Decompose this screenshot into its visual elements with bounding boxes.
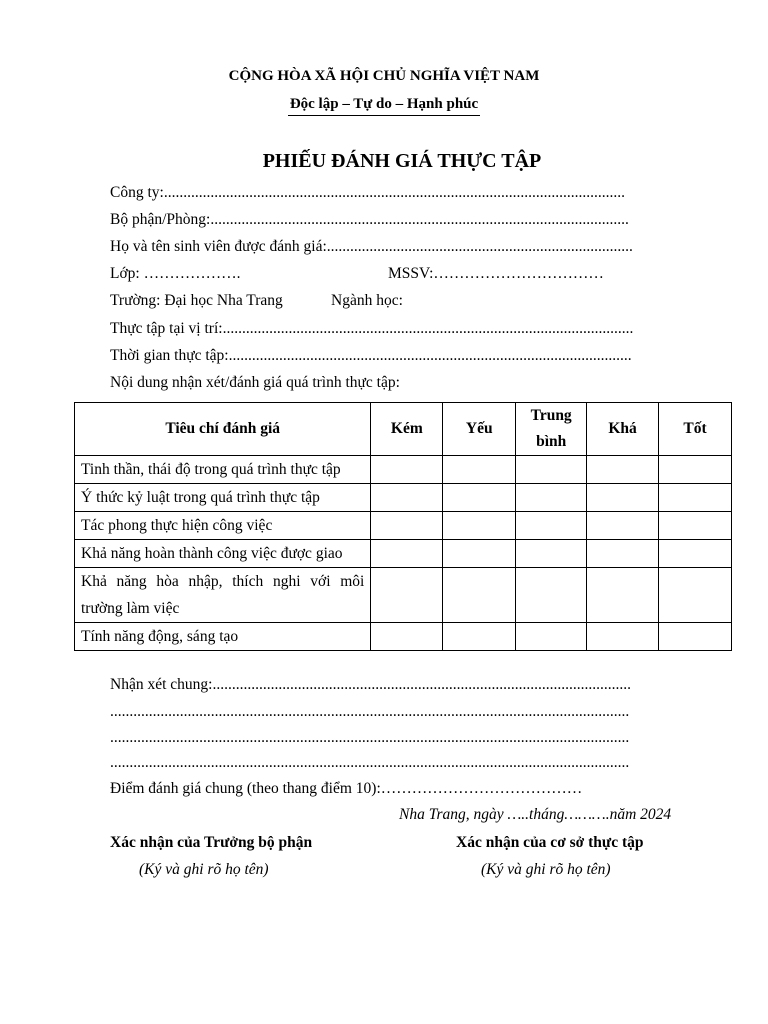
motto: [0, 96, 768, 113]
rating-cell[interactable]: [516, 484, 587, 512]
rating-cell[interactable]: [443, 456, 516, 484]
rating-cell[interactable]: [516, 512, 587, 540]
rating-cell[interactable]: [443, 568, 516, 623]
national-title: CỘNG HÒA XÃ HỘI CHỦ NGHĨA VIỆT NAM: [228, 68, 540, 84]
form-title: PHIẾU ĐÁNH GIÁ THỰC TẬP: [262, 150, 542, 172]
criteria-header: Tiêu chí đánh giá: [75, 403, 371, 456]
rating-cell[interactable]: [371, 512, 443, 540]
table-row: [75, 623, 732, 651]
rating-cell[interactable]: [659, 568, 732, 623]
rating-cell[interactable]: [587, 484, 659, 512]
school-field: Trường: Đại học Nha Trang: [110, 292, 283, 309]
excellent-header: Tốt: [659, 403, 732, 456]
table-row: [75, 540, 732, 568]
rating-cell[interactable]: [443, 484, 516, 512]
rating-cell[interactable]: [371, 540, 443, 568]
left-signature-title: Xác nhận của Trưởng bộ phận: [110, 834, 313, 851]
department-field: Bộ phận/Phòng:............................................................................................................: [110, 211, 629, 228]
rating-cell[interactable]: [443, 540, 516, 568]
position-field: Thực tập tại vị trí:..........................................................................................................: [110, 320, 634, 337]
rating-cell[interactable]: [371, 568, 443, 623]
rating-cell[interactable]: [659, 540, 732, 568]
rating-cell[interactable]: [587, 512, 659, 540]
table-row: [75, 568, 732, 623]
table-row: [75, 456, 732, 484]
rating-cell[interactable]: [371, 456, 443, 484]
content-label: Nội dung nhận xét/đánh giá quá trình thực tập:: [110, 374, 400, 391]
left-signature-note: (Ký và ghi rõ họ tên): [139, 861, 269, 878]
comment-line: ......................................................................................................................................: [110, 754, 630, 771]
criteria-cell: Tinh thần, thái độ trong quá trình thực tập: [75, 456, 371, 484]
rating-cell[interactable]: [516, 623, 587, 651]
table-row: [75, 512, 732, 540]
rating-cell[interactable]: [516, 456, 587, 484]
rating-cell[interactable]: [587, 623, 659, 651]
criteria-cell: Tính năng động, sáng tạo: [75, 623, 371, 651]
average-header: Trung bình: [516, 403, 587, 456]
rating-cell[interactable]: [659, 456, 732, 484]
criteria-cell: Khả năng hoàn thành công việc được giao: [75, 540, 371, 568]
right-signature-title: Xác nhận của cơ sở thực tập: [456, 834, 644, 851]
rating-cell[interactable]: [371, 484, 443, 512]
class-field: Lớp: ……………….: [110, 265, 241, 282]
motto-text: Độc lập – Tự do – Hạnh phúc: [288, 96, 480, 116]
rating-cell[interactable]: [659, 512, 732, 540]
evaluation-table: [74, 402, 732, 651]
criteria-cell: Tác phong thực hiện công việc: [75, 512, 371, 540]
score-field: Điểm đánh giá chung (theo thang điểm 10):…………………………………: [110, 780, 583, 797]
rating-cell[interactable]: [659, 623, 732, 651]
good-header: Khá: [587, 403, 659, 456]
period-field: Thời gian thực tập:........................................................................................................: [110, 347, 632, 364]
rating-cell[interactable]: [516, 540, 587, 568]
poor-header: Kém: [371, 403, 443, 456]
rating-cell[interactable]: [587, 540, 659, 568]
rating-cell[interactable]: [587, 568, 659, 623]
rating-cell[interactable]: [516, 568, 587, 623]
rating-cell[interactable]: [443, 623, 516, 651]
date-line: Nha Trang, ngày …..tháng……….năm 2024: [399, 806, 672, 823]
major-field: Ngành học:: [331, 292, 403, 309]
table-header-row: [75, 403, 732, 456]
student-id-field: MSSV:……………………………: [388, 265, 604, 282]
rating-cell[interactable]: [659, 484, 732, 512]
company-field: Công ty:.......................................................................................................................: [110, 184, 625, 201]
rating-cell[interactable]: [587, 456, 659, 484]
weak-header: Yếu: [443, 403, 516, 456]
student-name-field: Họ và tên sinh viên được đánh giá:...............................................................................: [110, 238, 633, 255]
rating-cell[interactable]: [371, 623, 443, 651]
comment-line: ......................................................................................................................................: [110, 703, 630, 720]
general-comment-label: Nhận xét chung:............................................................................................................: [110, 676, 631, 693]
comment-line: ......................................................................................................................................: [110, 729, 630, 746]
table-row: [75, 484, 732, 512]
criteria-cell: Ý thức kỷ luật trong quá trình thực tập: [75, 484, 371, 512]
right-signature-note: (Ký và ghi rõ họ tên): [481, 861, 611, 878]
rating-cell[interactable]: [443, 512, 516, 540]
criteria-cell: Khả năng hòa nhập, thích nghi với môi trường làm việc: [75, 568, 371, 623]
